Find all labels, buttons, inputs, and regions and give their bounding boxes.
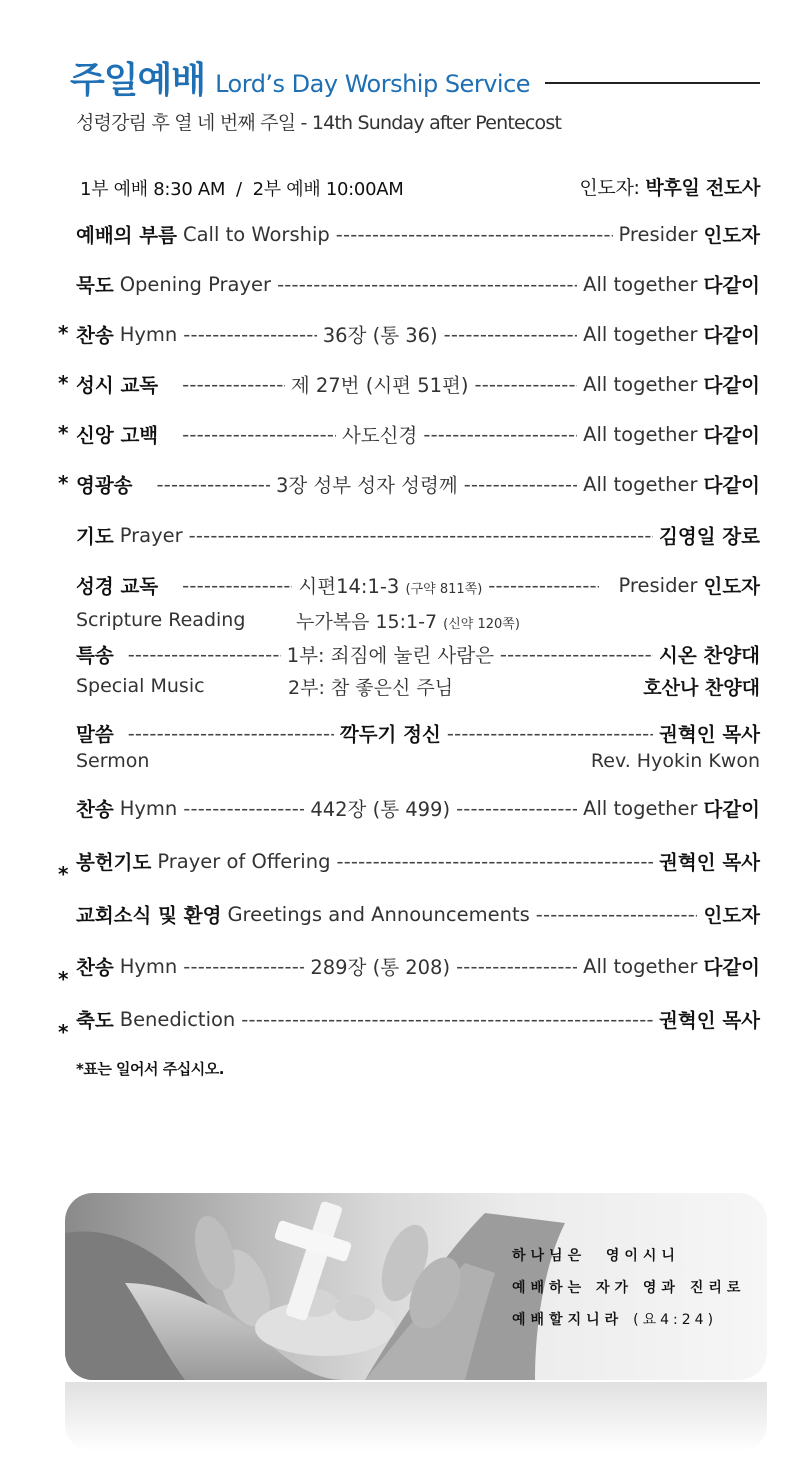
service-1-time: 1부 예배 8:30 AM: [80, 179, 226, 200]
dotted-leader: [128, 643, 281, 666]
item-role-ko: 다같이: [703, 474, 761, 497]
order-item-special-music-english: [76, 673, 760, 699]
order-item-sermon: [76, 718, 760, 748]
order-item-creed: [76, 419, 760, 449]
service-times: [80, 175, 404, 201]
scripture-passage-2: 누가복음 15:1-7: [296, 610, 438, 633]
dotted-leader: [456, 955, 577, 978]
order-item-hymn-3: [76, 951, 760, 981]
standing-marker: *: [58, 321, 69, 345]
order-item-special-music: [76, 639, 760, 669]
item-title-en: Hymn: [119, 796, 178, 820]
item-role-ko-2: 호산나 찬양대: [643, 676, 760, 699]
item-role-en: Presider: [618, 222, 698, 246]
photo-reflection: [65, 1382, 767, 1452]
item-role-en: All together: [583, 954, 698, 978]
dotted-leader: [336, 850, 653, 873]
standing-marker: *: [58, 471, 69, 495]
item-role-en: All together: [583, 372, 698, 396]
dotted-leader: [157, 473, 270, 496]
verse-reference: (요4:24): [633, 1312, 718, 1328]
dotted-leader: [488, 574, 598, 597]
item-detail: 442장 (통 499): [310, 798, 451, 821]
item-title-ko: 성경 교독: [76, 575, 159, 598]
item-role-ko: 인도자: [703, 224, 760, 247]
item-role-ko: 권혁인 목사: [659, 723, 760, 746]
order-item-opening-prayer: [76, 269, 760, 299]
item-title-ko: 찬송: [76, 798, 114, 821]
dotted-leader: [336, 223, 613, 246]
dotted-leader: [500, 643, 653, 666]
item-detail: 사도신경: [341, 424, 418, 447]
order-item-sermon-english: [76, 748, 760, 774]
standing-marker: *: [58, 1020, 69, 1044]
item-title-en: Sermon: [76, 750, 150, 772]
dotted-leader: [447, 722, 653, 745]
leader-name: 박후일 전도사: [645, 177, 760, 199]
item-title-ko: 교회소식 및 환영: [76, 904, 222, 927]
item-role-ko: 권혁인 목사: [659, 1009, 760, 1032]
dotted-leader: [182, 373, 285, 396]
order-item-call-to-worship: [76, 219, 760, 249]
leader-label: 인도자:: [579, 177, 640, 199]
item-title-en: Special Music: [76, 675, 205, 697]
item-title-ko: 기도: [76, 525, 114, 548]
scripture-page-1: (구약 811쪽): [405, 582, 483, 597]
order-item-offering-prayer: [76, 846, 760, 876]
item-role-ko: 다같이: [703, 956, 760, 979]
item-role-en: Presider: [618, 573, 698, 597]
service-2-time: 2부 예배 10:00AM: [252, 179, 404, 200]
item-role-ko: 다같이: [703, 374, 760, 397]
item-detail-2: 2부: 참 좋은신 주님: [288, 676, 454, 699]
item-detail: [298, 571, 482, 599]
verse-line-2: 예배하는 자가 영과 진리로: [512, 1280, 746, 1296]
title-korean: 주일예배: [70, 60, 206, 101]
order-item-prayer: [76, 520, 760, 550]
item-role-ko: 인도자: [703, 904, 760, 927]
verse-line-3-group: [512, 1304, 745, 1336]
item-title-ko: 특송: [76, 644, 114, 667]
item-detail: 제 27번 (시편 51편): [290, 374, 469, 397]
order-item-responsive-reading: [76, 369, 760, 399]
order-item-benediction: [76, 1004, 760, 1034]
item-title-en: Hymn: [119, 322, 178, 346]
dotted-leader: [464, 473, 577, 496]
standing-marker: *: [58, 371, 69, 395]
dotted-leader: [536, 903, 698, 926]
item-title-en: Greetings and Announcements: [227, 902, 530, 926]
time-separator: /: [236, 179, 242, 200]
item-role-en: All together: [583, 322, 698, 346]
scripture-passage-1: 시편14:1-3: [298, 575, 400, 598]
item-title-en: Benediction: [119, 1007, 236, 1031]
item-title-en: Scripture Reading: [76, 609, 246, 631]
item-role-en: All together: [583, 272, 698, 296]
item-title-ko: 영광송: [76, 474, 133, 497]
item-title-ko: 찬송: [76, 956, 114, 979]
dotted-leader: [183, 323, 316, 346]
item-detail: 36장 (통 36): [322, 324, 438, 347]
dotted-leader: [444, 323, 577, 346]
header: [70, 52, 770, 102]
item-role-en: All together: [583, 472, 698, 496]
item-role-ko: 인도자: [703, 575, 761, 598]
dotted-leader: [182, 423, 336, 446]
order-item-hymn-2: [76, 793, 760, 823]
item-title-ko: 묵도: [76, 274, 114, 297]
item-title-ko: 예배의 부름: [76, 224, 177, 247]
scripture-passage-2-group: [296, 607, 520, 634]
dotted-leader: [241, 1008, 653, 1031]
item-role-en: All together: [583, 422, 698, 446]
item-role-en: All together: [583, 796, 698, 820]
dotted-leader: [128, 722, 334, 745]
item-role-ko: 권혁인 목사: [659, 851, 760, 874]
verse-line-3: 예배할지니라: [512, 1312, 624, 1328]
item-title-ko: 성시 교독: [76, 374, 159, 397]
item-title-ko: 축도: [76, 1009, 114, 1032]
dotted-leader: [277, 273, 577, 296]
sermon-title: 깍두기 정신: [339, 723, 441, 746]
title-english: Lord’s Day Worship Service: [215, 70, 531, 98]
item-role-ko: 다같이: [703, 798, 760, 821]
dotted-leader: [183, 955, 304, 978]
dotted-leader: [423, 423, 577, 446]
item-title-en: Prayer of Offering: [157, 849, 331, 873]
dotted-leader: [183, 797, 304, 820]
item-title-en: Hymn: [119, 954, 178, 978]
standing-marker: *: [58, 421, 69, 445]
scripture-verse: [512, 1240, 745, 1336]
item-role-ko: 다같이: [703, 274, 760, 297]
title-rule: [545, 82, 760, 84]
item-detail: 289장 (통 208): [310, 956, 451, 979]
dotted-leader: [182, 574, 292, 597]
item-role-ko: 시온 찬양대: [659, 644, 760, 667]
dotted-leader: [474, 373, 577, 396]
item-role-ko: 김영일 장로: [659, 525, 760, 548]
scripture-page-2: (신약 120쪽): [443, 616, 520, 632]
order-item-scripture: [76, 570, 760, 600]
item-detail: 3장 성부 성자 성령께: [275, 474, 458, 497]
item-title-ko: 찬송: [76, 324, 114, 347]
item-title-ko: 봉헌기도: [76, 851, 152, 874]
item-title-ko: 신앙 고백: [76, 424, 159, 447]
dotted-leader: [456, 797, 577, 820]
item-title-en: Prayer: [119, 523, 183, 547]
dotted-leader: [189, 524, 653, 547]
verse-line-1: 하나님은 영이시니: [512, 1248, 680, 1264]
preacher-en: Rev. Hyokin Kwon: [590, 750, 760, 772]
item-title-ko: 말씀: [76, 723, 114, 746]
item-role-ko: 다같이: [703, 424, 761, 447]
order-item-gloria-patri: [76, 469, 760, 499]
standing-note: *표는 일어서 주십시오.: [76, 1060, 224, 1078]
order-item-announcements: [76, 899, 760, 929]
item-detail: 1부: 죄짐에 눌린 사람은: [286, 644, 494, 667]
standing-marker: *: [58, 862, 69, 886]
subtitle: 성령강림 후 열 네 번째 주일 - 14th Sunday after Pentecost: [76, 112, 562, 134]
service-leader: [579, 173, 760, 200]
item-title-en: Call to Worship: [182, 222, 330, 246]
item-role-ko: 다같이: [703, 324, 760, 347]
order-item-hymn-1: [76, 319, 760, 349]
order-item-scripture-english: [76, 607, 760, 633]
standing-marker: *: [58, 967, 69, 991]
item-title-en: Opening Prayer: [119, 272, 272, 296]
